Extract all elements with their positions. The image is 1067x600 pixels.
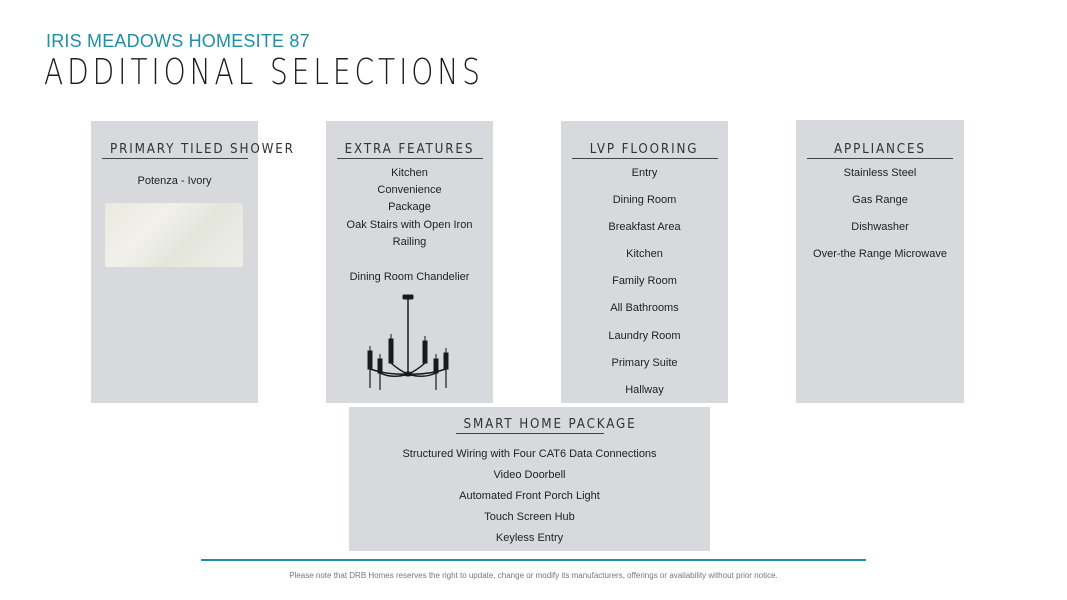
page-title: ADDITIONAL SELECTIONS bbox=[44, 52, 484, 93]
card-heading: LVP FLOORING bbox=[572, 142, 718, 159]
card-lvp-flooring bbox=[561, 121, 728, 403]
card-heading: APPLIANCES bbox=[807, 142, 953, 159]
card-primary-tiled-shower bbox=[91, 121, 295, 403]
tile-swatch-image bbox=[105, 203, 243, 267]
smart-home-item: Keyless Entry bbox=[495, 532, 564, 544]
extra-feature-item: Oak Stairs with Open Iron Railing bbox=[346, 219, 473, 248]
community-homesite-title: IRIS MEADOWS HOMESITE 87 bbox=[46, 31, 310, 51]
appliance-item: Stainless Steel bbox=[843, 167, 917, 179]
appliance-item: Gas Range bbox=[852, 194, 908, 206]
flooring-room-item: Kitchen bbox=[626, 248, 663, 260]
card-appliances bbox=[796, 120, 964, 403]
flooring-room-item: All Bathrooms bbox=[610, 302, 679, 314]
smart-home-item: Automated Front Porch Light bbox=[459, 490, 600, 502]
footer-divider bbox=[201, 559, 866, 561]
flooring-room-item: Breakfast Area bbox=[608, 221, 681, 233]
card-heading: SMART HOME PACKAGE bbox=[456, 417, 604, 434]
appliance-item: Dishwasher bbox=[851, 221, 909, 233]
flooring-room-item: Family Room bbox=[612, 275, 677, 287]
smart-home-item: Structured Wiring with Four CAT6 Data Connections bbox=[402, 448, 657, 460]
appliance-item: Over-the Range Microwave bbox=[813, 248, 947, 260]
footer-disclaimer: Please note that DRB Homes reserves the right to update, change or modify its manufacturers, offerings or availability without prior notice. bbox=[289, 571, 778, 580]
card-heading: PRIMARY TILED SHOWER bbox=[102, 142, 248, 159]
extra-feature-item: Kitchen Convenience Package bbox=[377, 167, 442, 213]
smart-home-item: Video Doorbell bbox=[493, 469, 566, 481]
flooring-room-item: Primary Suite bbox=[611, 357, 678, 369]
flooring-room-item: Dining Room bbox=[612, 194, 677, 206]
flooring-room-item: Entry bbox=[631, 167, 658, 179]
card-smart-home-package bbox=[349, 407, 710, 551]
flooring-room-item: Laundry Room bbox=[608, 330, 681, 342]
flooring-room-item: Hallway bbox=[625, 384, 664, 396]
extra-feature-item: Dining Room Chandelier bbox=[349, 271, 470, 283]
shower-tile-selection: Potenza - Ivory bbox=[137, 175, 212, 187]
card-heading: EXTRA FEATURES bbox=[337, 142, 483, 159]
card-extra-features bbox=[326, 121, 493, 403]
chandelier-image bbox=[358, 293, 458, 393]
smart-home-item: Touch Screen Hub bbox=[484, 511, 575, 523]
